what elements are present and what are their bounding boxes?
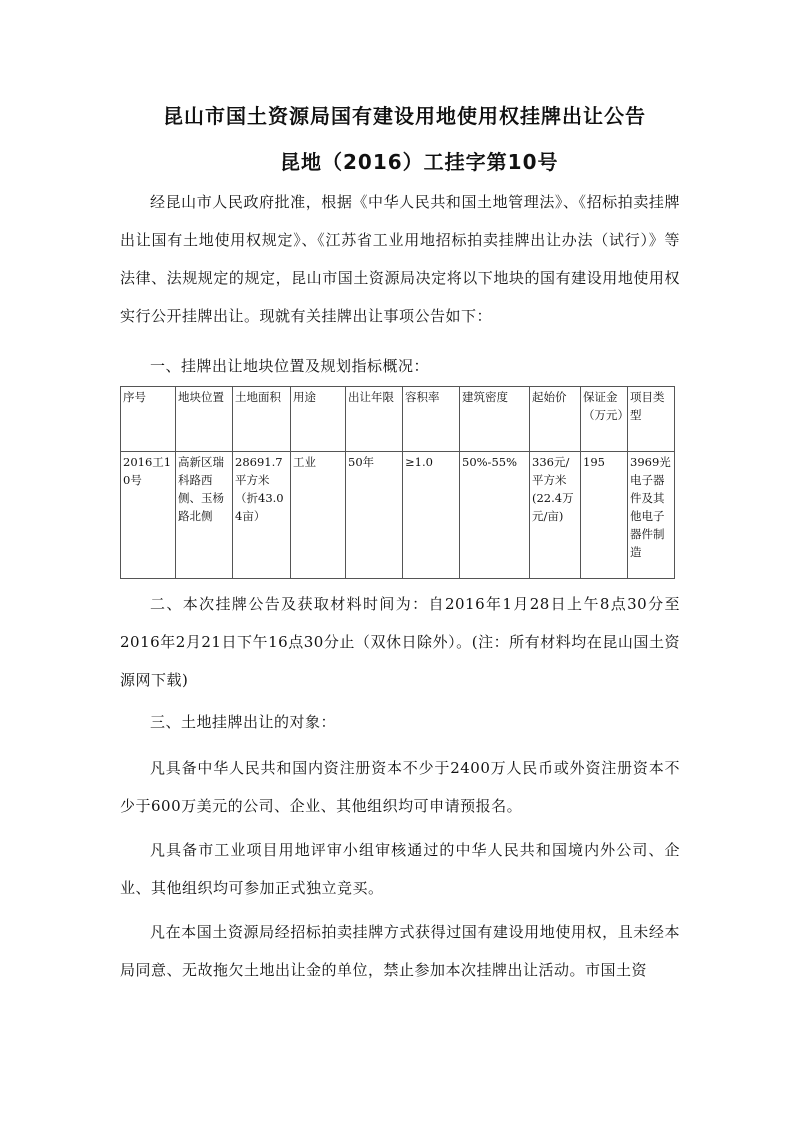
section-1-heading: 一、挂牌出让地块位置及规划指标概况： bbox=[150, 357, 430, 375]
table-header-cell: 地块位置 bbox=[176, 387, 233, 452]
table-header-cell: 出让年限 bbox=[346, 387, 403, 452]
section-2-paragraph: 二、本次挂牌公告及获取材料时间为：自2016年1月28日上午8点30分至2016年2月21日下午16点30分止（双休日除外）。(注：所有材料均在昆山国土资源网下载) bbox=[120, 595, 680, 689]
table-header-cell: 起始价 bbox=[530, 387, 581, 452]
table-cell: 2016工10号 bbox=[121, 452, 176, 579]
table-cell: 336元/平方米(22.4万元/亩) bbox=[530, 452, 581, 579]
table-header-cell: 土地面积 bbox=[233, 387, 291, 452]
intro-paragraph: 经昆山市人民政府批准，根据《中华人民共和国土地管理法》、《招标拍卖挂牌出让国有土地使用权规定》、《江苏省工业用地招标拍卖挂牌出让办法（试行）》等法律、法规规定的规定，昆山市国土资源局决定将以下地块的国有建设用地使用权实行公开挂牌出让。现就有关挂牌出让事项公告如下： bbox=[120, 193, 680, 325]
table-cell: 50%-55% bbox=[460, 452, 530, 579]
table-cell: 195 bbox=[581, 452, 628, 579]
table-row bbox=[121, 452, 675, 579]
table-cell: ≥1.0 bbox=[403, 452, 460, 579]
eligibility-paragraph-3: 凡在本国土资源局经招标拍卖挂牌方式获得过国有建设用地使用权，且未经本局同意、无故拖欠土地出让金的单位，禁止参加本次挂牌出让活动。市国土资 bbox=[120, 923, 680, 979]
land-plot-table bbox=[120, 386, 675, 579]
table-header-cell: 用途 bbox=[291, 387, 346, 452]
document-title: 昆山市国土资源局国有建设用地使用权挂牌出让公告 bbox=[163, 104, 646, 128]
eligibility-paragraph-2: 凡具备市工业项目用地评审小组审核通过的中华人民共和国境内外公司、企业、其他组织均可参加正式独立竞买。 bbox=[120, 841, 680, 897]
table-cell: 28691.7平方米（折43.04亩） bbox=[233, 452, 291, 579]
table-header-cell: 保证金（万元） bbox=[581, 387, 628, 452]
table-header-cell: 序号 bbox=[121, 387, 176, 452]
document-number: 昆地（2016）工挂字第10号 bbox=[280, 150, 559, 174]
table-header-cell: 容积率 bbox=[403, 387, 460, 452]
table-cell: 50年 bbox=[346, 452, 403, 579]
table-header-row bbox=[121, 387, 675, 452]
section-3-heading: 三、土地挂牌出让的对象： bbox=[150, 713, 337, 731]
table-cell: 高新区瑞科路西侧、玉杨路北侧 bbox=[176, 452, 233, 579]
table-header-cell: 项目类型 bbox=[628, 387, 675, 452]
table-cell: 工业 bbox=[291, 452, 346, 579]
table-cell: 3969光电子器件及其他电子器件制造 bbox=[628, 452, 675, 579]
table-header-cell: 建筑密度 bbox=[460, 387, 530, 452]
eligibility-paragraph-1: 凡具备中华人民共和国内资注册资本不少于2400万人民币或外资注册资本不少于600万美元的公司、企业、其他组织均可申请预报名。 bbox=[120, 759, 680, 815]
